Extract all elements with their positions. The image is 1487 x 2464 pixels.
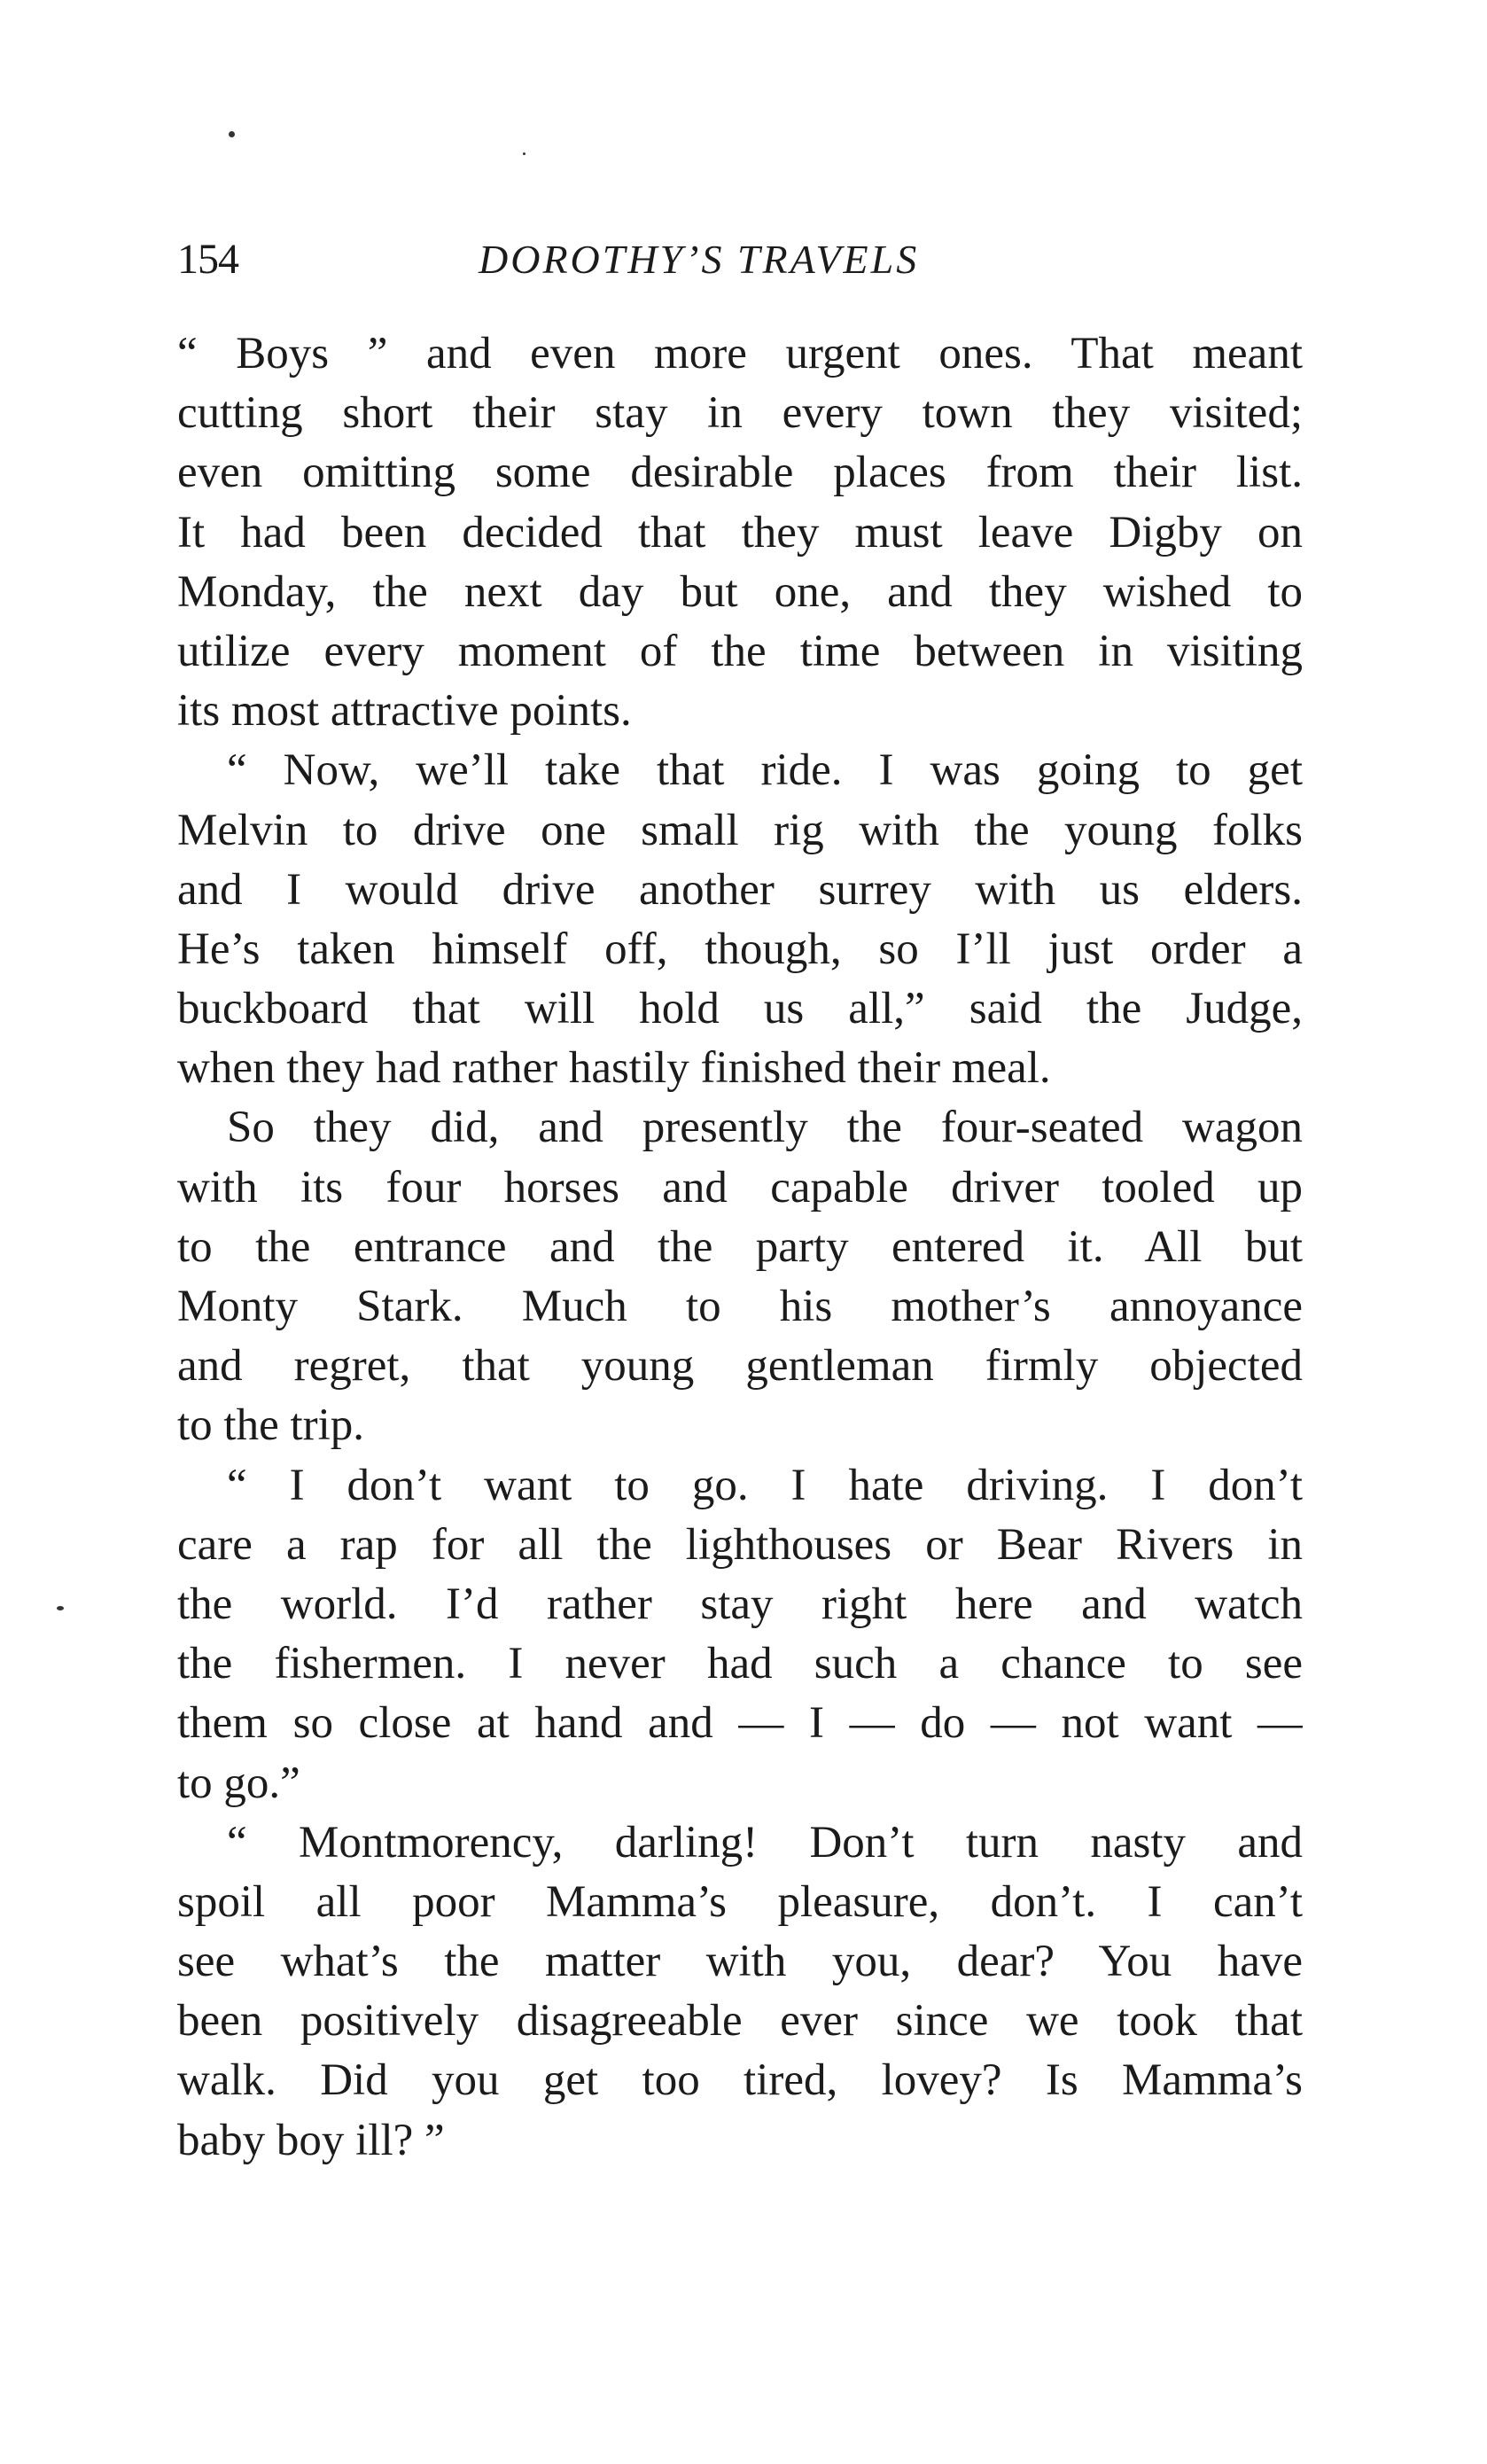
text-line: to go.” bbox=[177, 1758, 300, 1808]
text-line: when they had rather hastily finished their meal. bbox=[177, 1043, 1051, 1094]
text-line: “ Montmorency, darling! Don’t turn nasty and bbox=[227, 1817, 1303, 1867]
text-line: the fishermen. I never had such a chance to see bbox=[177, 1639, 1303, 1689]
page-number: 154 bbox=[177, 236, 238, 283]
text-line: walk. Did you get too tired, lovey? Is Mamma’s bbox=[177, 2055, 1303, 2106]
text-line: spoil all poor Mamma’s pleasure, don’t. I can’t bbox=[177, 1876, 1303, 1927]
page-header bbox=[177, 229, 1303, 291]
text-line: care a rap for all the lighthouses or Bear Rivers in bbox=[177, 1519, 1303, 1570]
print-speck bbox=[229, 131, 235, 137]
text-line: “ Now, we’ll take that ride. I was going to get bbox=[227, 745, 1303, 796]
text-line: Melvin to drive one small rig with the young folks bbox=[177, 805, 1303, 855]
text-line: to the entrance and the party entered it. All but bbox=[177, 1221, 1303, 1272]
text-line: cutting short their stay in every town they visited; bbox=[177, 388, 1303, 439]
text-line: to the trip. bbox=[177, 1400, 365, 1451]
text-line: and regret, that young gentleman firmly objected bbox=[177, 1341, 1303, 1392]
running-head: DOROTHY’S TRAVELS bbox=[479, 237, 920, 282]
print-speck bbox=[57, 1606, 64, 1610]
text-line: with its four horses and capable driver tooled up bbox=[177, 1162, 1303, 1213]
text-line: even omitting some desirable places from their list. bbox=[177, 448, 1303, 498]
text-line: been positively disagreeable ever since we took that bbox=[177, 1996, 1303, 2047]
text-line: Monty Stark. Much to his mother’s annoyance bbox=[177, 1282, 1303, 1331]
text-line: buckboard that will hold us all,” said the Judge, bbox=[177, 984, 1303, 1034]
print-speck bbox=[523, 152, 526, 155]
text-line: and I would drive another surrey with us elders. bbox=[177, 864, 1303, 915]
body-text bbox=[177, 324, 1303, 2171]
text-line: see what’s the matter with you, dear? You have bbox=[177, 1937, 1303, 1987]
text-line: them so close at hand and — I — do — not want — bbox=[177, 1698, 1303, 1749]
text-line: So they did, and presently the four-seated wagon bbox=[227, 1103, 1303, 1153]
text-line: He’s taken himself off, though, so I’ll just order a bbox=[177, 924, 1303, 974]
text-line: “ I don’t want to go. I hate driving. I don’t bbox=[227, 1460, 1303, 1510]
text-line: baby boy ill? ” bbox=[177, 2115, 445, 2165]
text-line: its most attractive points. bbox=[177, 686, 632, 737]
text-line: “ Boys ” and even more urgent ones. That meant bbox=[177, 329, 1303, 378]
text-line: It had been decided that they must leave Digby on bbox=[177, 507, 1303, 558]
text-line: utilize every moment of the time between in visiting bbox=[177, 626, 1303, 676]
text-line: the world. I’d rather stay right here and watch bbox=[177, 1579, 1303, 1629]
text-line: Monday, the next day but one, and they wished to bbox=[177, 566, 1303, 617]
